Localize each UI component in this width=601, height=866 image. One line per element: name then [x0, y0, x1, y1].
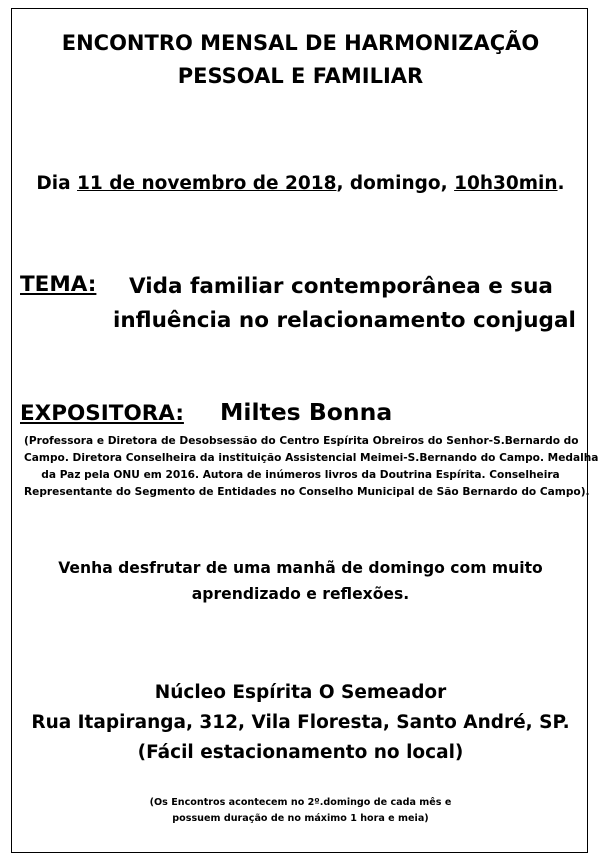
- theme-line-2: influência no relacionamento conjugal: [113, 308, 576, 333]
- invite-line-2: aprendizado e reflexões.: [191, 585, 410, 603]
- invite-line-1: Venha desfrutar de uma manhã de domingo com muito: [58, 559, 543, 577]
- event-title: [0, 27, 601, 93]
- date-middle: , domingo,: [336, 173, 455, 194]
- location-name: Núcleo Espírita O Semeador: [154, 682, 447, 703]
- date-suffix: .: [557, 173, 565, 194]
- footer-note: [0, 795, 601, 827]
- date-prefix: Dia: [36, 173, 78, 194]
- theme-line-1: Vida familiar contemporânea e sua: [129, 274, 553, 299]
- bio-line-4: Representante do Segmento de Entidades no Conselho Municipal de São Bernardo do Campo).: [24, 486, 590, 498]
- event-date-line: [0, 171, 601, 197]
- bio-line-2: Campo. Diretora Conselheira da instituição Assistencial Meimei-S.Bernando do Campo. Medalha: [24, 452, 599, 464]
- invitation-text: [0, 555, 601, 607]
- theme-label: TEMA:: [20, 272, 97, 297]
- event-date: 11 de novembro de 2018: [77, 173, 337, 194]
- footer-note-line-2: possuem duração de no máximo 1 hora e meia): [172, 813, 429, 824]
- parking-info: (Fácil estacionamento no local): [137, 742, 464, 763]
- title-line-1: ENCONTRO MENSAL DE HARMONIZAÇÃO: [61, 31, 540, 55]
- event-time: 10h30min: [454, 173, 558, 194]
- location-block: [0, 678, 601, 768]
- speaker-bio: [24, 433, 599, 501]
- speaker-name: Miltes Bonna: [220, 398, 393, 426]
- theme-text: [113, 270, 583, 338]
- bio-line-3: da Paz pela ONU em 2016. Autora de inúmeros livros da Doutrina Espírita. Conselheira: [41, 469, 560, 481]
- location-address: Rua Itapiranga, 312, Vila Floresta, Santo André, SP.: [31, 712, 570, 733]
- title-line-2: PESSOAL E FAMILIAR: [177, 64, 424, 88]
- speaker-label: EXPOSITORA:: [20, 401, 184, 426]
- footer-note-line-1: (Os Encontros acontecem no 2º.domingo de cada mês e: [149, 797, 452, 808]
- bio-line-1: (Professora e Diretora de Desobsessão do Centro Espírita Obreiros do Senhor-S.Bernardo do: [24, 435, 579, 447]
